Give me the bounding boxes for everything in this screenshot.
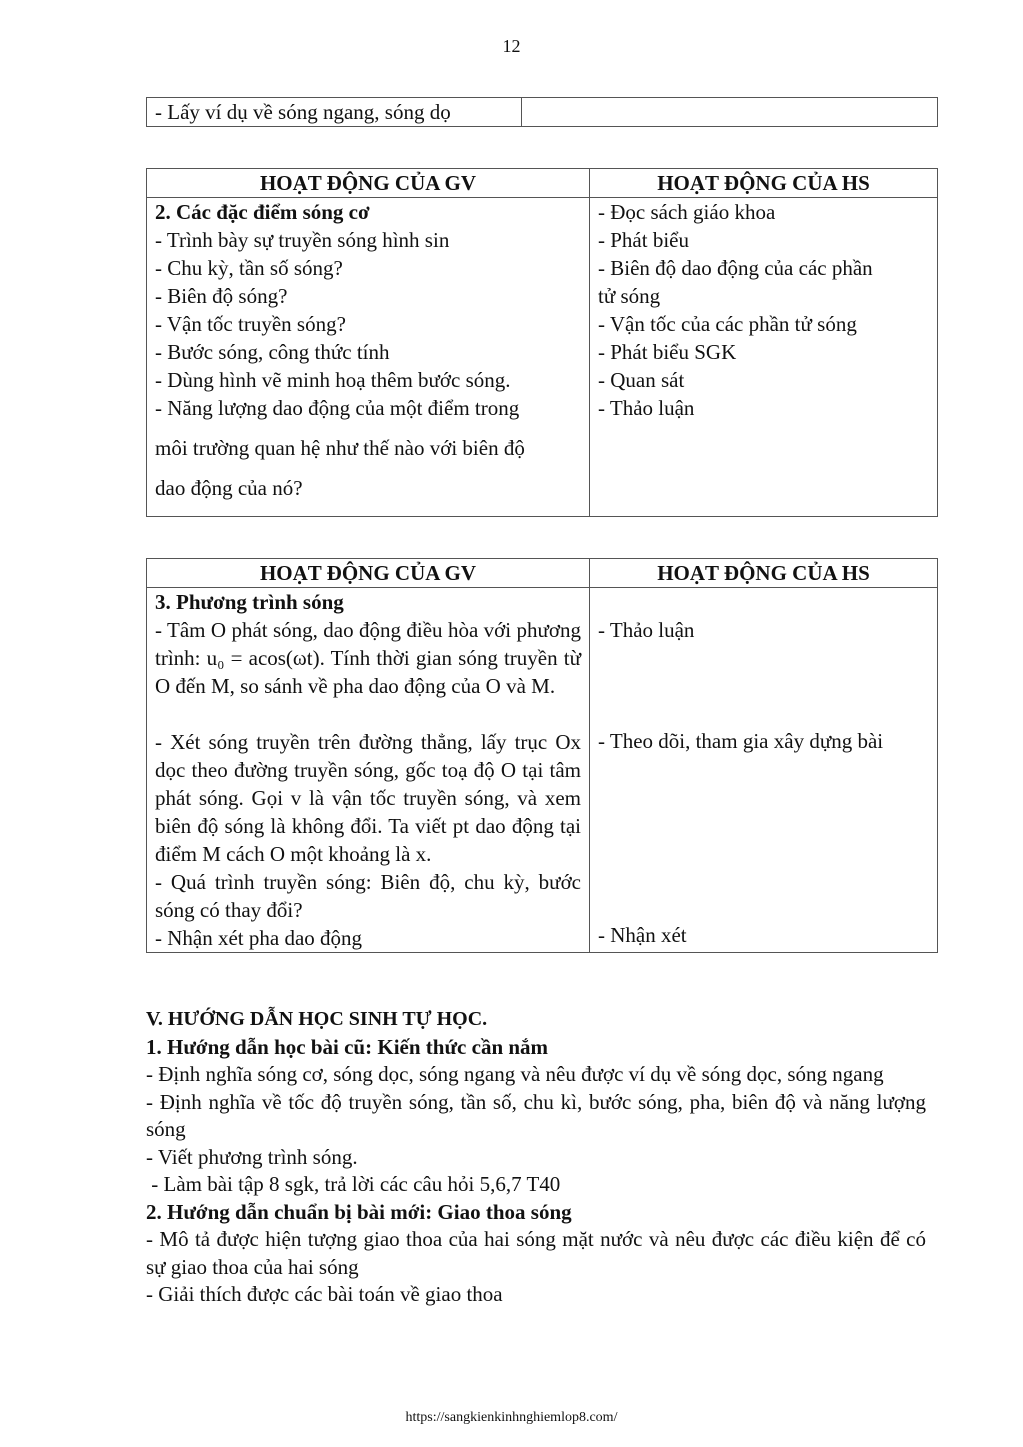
footer-url[interactable]: https://sangkienkinhnghiemlop8.com/	[405, 1410, 618, 1425]
gv-item: - Dùng hình vẽ minh hoạ thêm bước sóng.	[155, 368, 511, 392]
hs-item: tử sóng	[598, 284, 661, 308]
gv-item: môi trường quan hệ như thế nào với biên độ	[155, 436, 525, 460]
activity-table-2	[146, 558, 938, 953]
gv-cell	[147, 588, 590, 953]
hs-item: - Thảo luận	[598, 618, 695, 642]
list-item: - Định nghĩa sóng cơ, sóng dọc, sóng ngang và nêu được ví dụ về sóng dọc, sóng ngang	[146, 1062, 884, 1086]
gv-paragraph: - Tâm O phát sóng, dao động điều hòa với phương trình: u₀ = acos(ωt). Tính thời gian sóng truyền từ O đến M, so sánh về pha dao động của O và M.	[155, 618, 581, 698]
hs-item: - Phát biểu	[598, 228, 689, 252]
gv-item: - Chu kỳ, tần số sóng?	[155, 256, 343, 280]
gv-item: - Năng lượng dao động của một điểm trong	[155, 396, 520, 420]
hs-item: - Theo dõi, tham gia xây dựng bài	[598, 729, 884, 753]
list-item: - Giải thích được các bài toán về giao thoa	[146, 1282, 503, 1306]
page-number: 12	[502, 36, 521, 56]
header-gv: HOẠT ĐỘNG CỦA GV	[147, 169, 590, 198]
hs-item: - Thảo luận	[598, 396, 695, 420]
header-hs: HOẠT ĐỘNG CỦA HS	[590, 169, 938, 198]
gv-title: 2. Các đặc điểm sóng cơ	[155, 200, 370, 224]
top-row-left: - Lấy ví dụ về sóng ngang, sóng dọ	[147, 98, 522, 127]
gv-item: - Biên độ sóng?	[155, 284, 288, 308]
gv-cell	[147, 198, 590, 517]
list-item: - Mô tả được hiện tượng giao thoa của hai sóng mặt nước và nêu được các điều kiện để có sự giao thoa của hai sóng	[146, 1227, 926, 1279]
gv-item: - Trình bày sự truyền sóng hình sin	[155, 228, 450, 252]
gv-item: - Bước sóng, công thức tính	[155, 340, 390, 364]
section-title: V. HƯỚNG DẪN HỌC SINH TỰ HỌC.	[146, 1008, 488, 1030]
list-item: - Viết phương trình sóng.	[146, 1144, 358, 1169]
hs-item: - Vận tốc của các phần tử sóng	[598, 312, 857, 336]
gv-item: - Vận tốc truyền sóng?	[155, 312, 346, 336]
gv-item: dao động của nó?	[155, 476, 303, 500]
gv-paragraph: - Nhận xét pha dao động	[155, 926, 363, 950]
self-study-section	[146, 1006, 926, 1309]
hs-cell	[590, 588, 938, 953]
hs-item: - Quan sát	[598, 368, 685, 392]
list-item: - Làm bài tập 8 sgk, trả lời các câu hỏi 5,6,7 T40	[146, 1172, 561, 1196]
gv-paragraph: - Quá trình truyền sóng: Biên độ, chu kỳ, bước sóng có thay đổi?	[155, 870, 581, 922]
gv-paragraph: - Xét sóng truyền trên đường thẳng, lấy trục Ox dọc theo đường truyền sóng, gốc toạ độ O tại tâm phát sóng. Gọi v là vận tốc truyền sóng, và xem biên độ sóng là không đổi. Ta viết pt dao động tại điểm M cách O một khoảng là x.	[155, 730, 581, 866]
hs-item: - Đọc sách giáo khoa	[598, 200, 776, 224]
top-table	[146, 97, 938, 127]
hs-item: - Biên độ dao động của các phần	[598, 256, 873, 280]
subsection-title: 1. Hướng dẫn học bài cũ: Kiến thức cần nắm	[146, 1034, 549, 1059]
header-hs: HOẠT ĐỘNG CỦA HS	[590, 559, 938, 588]
top-row-right	[522, 98, 938, 127]
subsection-title: 2. Hướng dẫn chuẩn bị bài mới: Giao thoa sóng	[146, 1199, 572, 1224]
header-gv: HOẠT ĐỘNG CỦA GV	[147, 559, 590, 588]
list-item: - Định nghĩa về tốc độ truyền sóng, tần số, chu kì, bước sóng, pha, biên độ và năng lượng sóng	[146, 1089, 926, 1141]
hs-cell	[590, 198, 938, 517]
hs-item: - Phát biểu SGK	[598, 340, 737, 364]
gv-title: 3. Phương trình sóng	[155, 590, 344, 614]
activity-table-1	[146, 168, 938, 517]
hs-item: - Nhận xét	[598, 923, 687, 947]
